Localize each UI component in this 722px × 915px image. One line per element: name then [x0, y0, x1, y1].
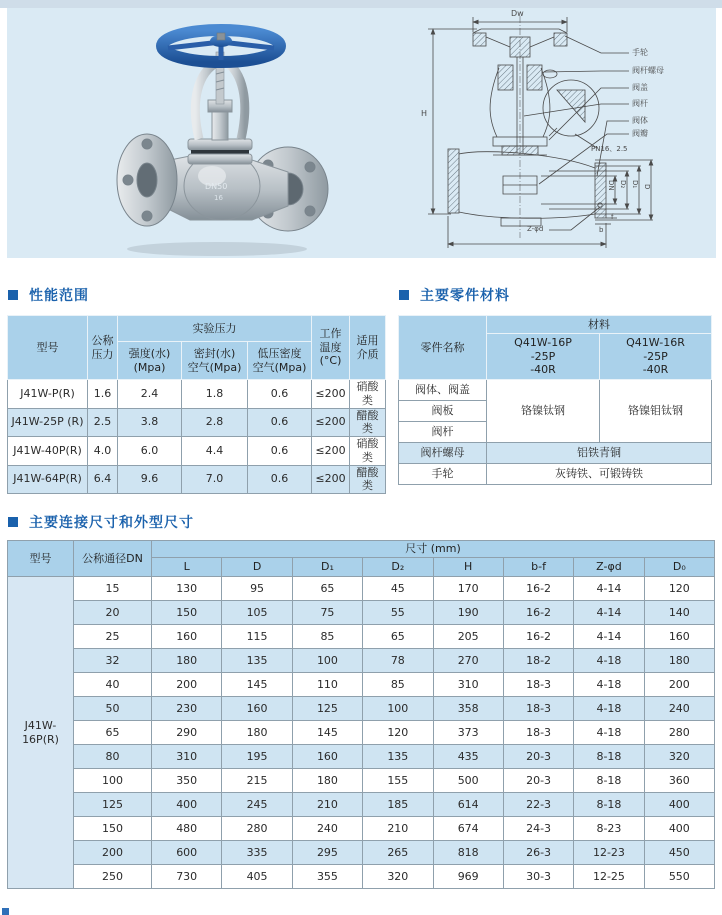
dimensions-table	[7, 540, 715, 889]
value-cell: 75	[292, 601, 362, 625]
value-cell: 140	[644, 601, 714, 625]
dn-cell: 15	[74, 577, 152, 601]
value-cell: 120	[363, 721, 433, 745]
header-line: 压力	[91, 347, 114, 361]
header-line: (°C)	[319, 354, 342, 368]
table-row	[399, 380, 712, 401]
value-cell: 100	[292, 649, 362, 673]
pn-note: PN16、2.5	[591, 145, 628, 153]
part-label-handwheel: 手轮	[632, 48, 648, 57]
value-cell: 145	[222, 673, 292, 697]
valve-photo	[102, 8, 332, 258]
value-cell: ≤200	[312, 380, 350, 409]
value-cell: 480	[152, 817, 222, 841]
value-cell: 600	[152, 841, 222, 865]
value-cell: 270	[433, 649, 503, 673]
header-line: 空气(Mpa)	[252, 360, 307, 374]
value-cell: 18-2	[503, 649, 573, 673]
value-cell: 115	[222, 625, 292, 649]
dn-cell: 65	[74, 721, 152, 745]
value-cell: 9.6	[118, 465, 182, 494]
section-dimensions	[8, 512, 194, 532]
value-cell: 醋酸类	[350, 408, 386, 437]
table-row	[8, 601, 715, 625]
section-title-dimensions: 主要连接尺寸和外型尺寸	[29, 515, 194, 531]
col-header-model: 型号	[8, 541, 74, 577]
value-cell: 818	[433, 841, 503, 865]
part-cell: 阀板	[399, 401, 487, 422]
model-cell: J41W-64P(R)	[8, 465, 88, 494]
table-row	[8, 793, 715, 817]
table-row	[8, 437, 386, 466]
value-cell: 550	[644, 865, 714, 889]
value-cell: 135	[222, 649, 292, 673]
part-label-stem: 阀杆	[632, 99, 648, 108]
header-line: -40R	[530, 363, 556, 377]
value-cell: 4-18	[574, 721, 644, 745]
section-title-materials: 主要零件材料	[420, 288, 510, 304]
dn-cell: 40	[74, 673, 152, 697]
header-line: Q41W-16R	[626, 335, 685, 349]
value-cell: 180	[644, 649, 714, 673]
section-bullet-icon	[399, 290, 409, 300]
header-line: 密封(水)	[193, 346, 236, 360]
model-cell: J41W-16P(R)	[8, 577, 74, 889]
value-cell: 24-3	[503, 817, 573, 841]
body-marking-dn: DN50	[205, 182, 228, 191]
value-cell: 20-3	[503, 769, 573, 793]
value-cell: 170	[433, 577, 503, 601]
col-header-b-f: b-f	[503, 558, 573, 577]
col-header-media	[350, 316, 386, 380]
value-cell: 4-18	[574, 649, 644, 673]
value-cell: 1.6	[88, 380, 118, 409]
value-cell: 65	[292, 577, 362, 601]
model-cell: J41W-25P (R)	[8, 408, 88, 437]
value-cell: 160	[292, 745, 362, 769]
page-top-band	[0, 0, 722, 8]
col-header-part-name: 零件名称	[399, 316, 487, 380]
table-row	[8, 380, 386, 409]
value-cell: 180	[222, 721, 292, 745]
col-header-material-group2	[600, 334, 712, 380]
value-cell: 310	[433, 673, 503, 697]
table-row	[8, 817, 715, 841]
value-cell: 335	[222, 841, 292, 865]
hero-panel	[7, 8, 716, 258]
valve-drawing-lines	[399, 8, 716, 258]
header-line: -25P	[643, 349, 668, 363]
value-cell: 95	[222, 577, 292, 601]
value-cell: 280	[644, 721, 714, 745]
header-line: -40R	[642, 363, 669, 377]
value-cell: ≤200	[312, 465, 350, 494]
col-header-low-density	[248, 342, 312, 380]
value-cell: ≤200	[312, 437, 350, 466]
dn-cell: 25	[74, 625, 152, 649]
value-cell: 400	[152, 793, 222, 817]
col-header-H: H	[433, 558, 503, 577]
value-cell: 8-18	[574, 769, 644, 793]
col-header-working-temp	[312, 316, 350, 380]
value-cell: 265	[363, 841, 433, 865]
header-line: 空气(Mpa)	[187, 360, 242, 374]
material-cell: 铬镍钛钢	[487, 380, 600, 443]
dim-label-d2: D₂	[619, 180, 627, 189]
value-cell: 85	[292, 625, 362, 649]
value-cell: 730	[152, 865, 222, 889]
value-cell: 6.0	[118, 437, 182, 466]
value-cell: 360	[644, 769, 714, 793]
table-row	[8, 769, 715, 793]
value-cell: 230	[152, 697, 222, 721]
header-line: -25P	[530, 349, 556, 363]
value-cell: 3.8	[118, 408, 182, 437]
body-marking-pn: 16	[214, 194, 223, 202]
value-cell: 4-14	[574, 577, 644, 601]
table-row	[8, 465, 386, 494]
value-cell: 185	[363, 793, 433, 817]
table-row	[8, 865, 715, 889]
col-header-material-group1	[487, 334, 600, 380]
col-header-size-mm: 尺寸 (mm)	[152, 541, 715, 558]
value-cell: 674	[433, 817, 503, 841]
value-cell: 2.4	[118, 380, 182, 409]
col-header-test-pressure: 实验压力	[118, 316, 312, 342]
value-cell: 4-18	[574, 673, 644, 697]
section-title-performance: 性能范围	[29, 288, 89, 304]
value-cell: 1.8	[182, 380, 248, 409]
value-cell: 0.6	[248, 437, 312, 466]
value-cell: 30-3	[503, 865, 573, 889]
part-cell: 阀杆螺母	[399, 443, 487, 464]
dn-cell: 200	[74, 841, 152, 865]
dim-label-d1: D₁	[631, 180, 639, 189]
value-cell: 0.6	[248, 408, 312, 437]
value-cell: 969	[433, 865, 503, 889]
value-cell: 16-2	[503, 601, 573, 625]
table-row	[8, 673, 715, 697]
value-cell: 245	[222, 793, 292, 817]
dim-label-dw: Dw	[511, 9, 524, 18]
value-cell: 130	[152, 577, 222, 601]
header-line: 公称	[91, 333, 114, 347]
header-line: 强度(水)	[128, 346, 171, 360]
value-cell: ≤200	[312, 408, 350, 437]
value-cell: 18-3	[503, 673, 573, 697]
col-header-seal	[182, 342, 248, 380]
header-line: 工作	[319, 326, 342, 340]
value-cell: 200	[152, 673, 222, 697]
part-label-disc: 阀瓣	[632, 129, 648, 138]
value-cell: 155	[363, 769, 433, 793]
part-label-body: 阀体	[632, 116, 648, 125]
dim-label-f: f	[611, 213, 614, 221]
col-header-D0: D₀	[644, 558, 714, 577]
section-performance	[8, 285, 89, 305]
value-cell: 160	[222, 697, 292, 721]
value-cell: 硝酸类	[350, 437, 386, 466]
value-cell: 205	[433, 625, 503, 649]
value-cell: 105	[222, 601, 292, 625]
value-cell: 100	[363, 697, 433, 721]
header-line: 低压密度	[257, 346, 302, 360]
header-line: (Mpa)	[133, 360, 166, 374]
value-cell: 180	[292, 769, 362, 793]
table-row	[8, 721, 715, 745]
dn-cell: 125	[74, 793, 152, 817]
dn-cell: 250	[74, 865, 152, 889]
value-cell: 16-2	[503, 625, 573, 649]
dn-cell: 80	[74, 745, 152, 769]
value-cell: 45	[363, 577, 433, 601]
value-cell: 4.0	[88, 437, 118, 466]
value-cell: 240	[644, 697, 714, 721]
value-cell: 400	[644, 817, 714, 841]
value-cell: 190	[433, 601, 503, 625]
value-cell: 醋酸类	[350, 465, 386, 494]
col-header-D: D	[222, 558, 292, 577]
section-bullet-icon	[8, 517, 18, 527]
value-cell: 12-23	[574, 841, 644, 865]
dn-cell: 150	[74, 817, 152, 841]
value-cell: 85	[363, 673, 433, 697]
value-cell: 硝酸类	[350, 380, 386, 409]
col-header-L: L	[152, 558, 222, 577]
value-cell: 210	[292, 793, 362, 817]
value-cell: 26-3	[503, 841, 573, 865]
valve-technical-drawing	[399, 8, 716, 258]
value-cell: 120	[644, 577, 714, 601]
value-cell: 22-3	[503, 793, 573, 817]
header-line: 温度	[319, 340, 342, 354]
value-cell: 200	[644, 673, 714, 697]
value-cell: 4-14	[574, 625, 644, 649]
table-row	[399, 464, 712, 485]
value-cell: 405	[222, 865, 292, 889]
value-cell: 240	[292, 817, 362, 841]
value-cell: 310	[152, 745, 222, 769]
header-line: 介质	[356, 347, 379, 361]
table-row	[8, 577, 715, 601]
value-cell: 12-25	[574, 865, 644, 889]
col-header-material: 材料	[487, 316, 712, 334]
value-cell: 2.8	[182, 408, 248, 437]
value-cell: 78	[363, 649, 433, 673]
value-cell: 373	[433, 721, 503, 745]
value-cell: 280	[222, 817, 292, 841]
value-cell: 614	[433, 793, 503, 817]
value-cell: 160	[644, 625, 714, 649]
dim-label-h: H	[421, 109, 428, 118]
col-header-z-phi-d: Z-φd	[574, 558, 644, 577]
value-cell: 65	[363, 625, 433, 649]
value-cell: 8-18	[574, 793, 644, 817]
part-label-stem-nut: 阀杆螺母	[632, 66, 664, 75]
valve-photo-illustration	[102, 8, 332, 258]
value-cell: 110	[292, 673, 362, 697]
header-line: Q41W-16P	[514, 335, 572, 349]
value-cell: 8-23	[574, 817, 644, 841]
value-cell: 320	[363, 865, 433, 889]
value-cell: 0.6	[248, 380, 312, 409]
value-cell: 290	[152, 721, 222, 745]
col-header-nominal-dn: 公称通径DN	[74, 541, 152, 577]
part-cell: 手轮	[399, 464, 487, 485]
col-header-D2: D₂	[363, 558, 433, 577]
value-cell: 18-3	[503, 721, 573, 745]
value-cell: 215	[222, 769, 292, 793]
table-row	[8, 625, 715, 649]
table-row	[8, 841, 715, 865]
part-cell: 阀杆	[399, 422, 487, 443]
section-materials	[399, 285, 510, 305]
material-cell: 铝铁青铜	[487, 443, 712, 464]
value-cell: 145	[292, 721, 362, 745]
value-cell: 55	[363, 601, 433, 625]
value-cell: 8-18	[574, 745, 644, 769]
value-cell: 20-3	[503, 745, 573, 769]
value-cell: 0.6	[248, 465, 312, 494]
value-cell: 435	[433, 745, 503, 769]
table-row	[399, 443, 712, 464]
dim-label-d: D	[643, 184, 651, 190]
value-cell: 210	[363, 817, 433, 841]
table-row	[8, 408, 386, 437]
value-cell: 7.0	[182, 465, 248, 494]
dn-cell: 32	[74, 649, 152, 673]
model-cell: J41W-40P(R)	[8, 437, 88, 466]
next-section-bullet-icon	[2, 908, 9, 915]
value-cell: 150	[152, 601, 222, 625]
part-cell: 阀体、阀盖	[399, 380, 487, 401]
value-cell: 16-2	[503, 577, 573, 601]
materials-table	[398, 315, 712, 485]
value-cell: 2.5	[88, 408, 118, 437]
dn-cell: 100	[74, 769, 152, 793]
table-row	[8, 649, 715, 673]
table-row	[8, 745, 715, 769]
dn-cell: 50	[74, 697, 152, 721]
value-cell: 4.4	[182, 437, 248, 466]
value-cell: 125	[292, 697, 362, 721]
value-cell: 450	[644, 841, 714, 865]
material-cell: 铬镍钼钛钢	[600, 380, 712, 443]
col-header-model: 型号	[8, 316, 88, 380]
value-cell: 195	[222, 745, 292, 769]
value-cell: 6.4	[88, 465, 118, 494]
model-cell: J41W-P(R)	[8, 380, 88, 409]
value-cell: 320	[644, 745, 714, 769]
value-cell: 4-18	[574, 697, 644, 721]
col-header-D1: D₁	[292, 558, 362, 577]
value-cell: 358	[433, 697, 503, 721]
value-cell: 4-14	[574, 601, 644, 625]
dim-label-z-phi-d: Z-φd	[527, 225, 544, 233]
header-line: 适用	[356, 333, 379, 347]
part-label-bonnet: 阀盖	[632, 83, 648, 92]
value-cell: 295	[292, 841, 362, 865]
value-cell: 500	[433, 769, 503, 793]
dim-label-dn: DN	[607, 180, 615, 191]
performance-table	[7, 315, 386, 494]
value-cell: 18-3	[503, 697, 573, 721]
dim-label-b: b	[599, 226, 604, 234]
table-row	[8, 697, 715, 721]
value-cell: 180	[152, 649, 222, 673]
value-cell: 160	[152, 625, 222, 649]
col-header-nominal-pressure	[88, 316, 118, 380]
section-bullet-icon	[8, 290, 18, 300]
col-header-strength	[118, 342, 182, 380]
value-cell: 350	[152, 769, 222, 793]
value-cell: 135	[363, 745, 433, 769]
value-cell: 355	[292, 865, 362, 889]
material-cell: 灰铸铁、可锻铸铁	[487, 464, 712, 485]
dn-cell: 20	[74, 601, 152, 625]
value-cell: 400	[644, 793, 714, 817]
